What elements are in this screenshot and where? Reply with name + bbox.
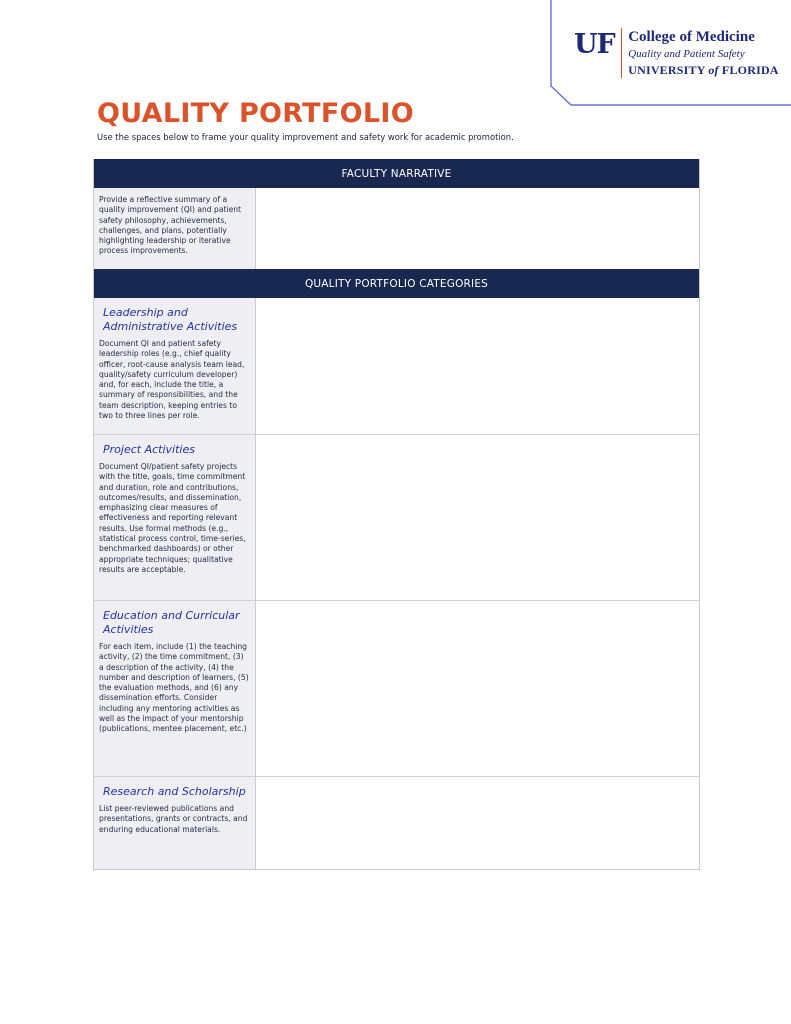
category-title: Leadership and Administrative Activities: [103, 306, 238, 333]
logo-university-of: of: [708, 63, 719, 77]
uf-logo: [574, 28, 779, 78]
narrative-row: [94, 188, 699, 269]
narrative-prompt-cell: [94, 188, 256, 269]
section-header-narrative: FACULTY NARRATIVE: [94, 159, 699, 188]
project-response-field[interactable]: [256, 435, 699, 600]
research-response-field[interactable]: [256, 777, 699, 869]
category-row-project: [94, 434, 699, 600]
logo-divider: [621, 28, 623, 78]
category-description: For each item, include (1) the teaching activity, (2) the time commitment, (3) a description of the activity, (4) the number and description of learners, (5) the evaluation methods, and (6) any dissemination efforts. Consider including any mentoring activities as well as the impact of your mentorship (publications, mentee placement, etc.): [99, 642, 249, 734]
category-prompt-cell: [94, 435, 256, 600]
category-title: Education and Curricular Activities: [103, 609, 240, 636]
category-row-research: [94, 776, 699, 869]
logo-text: [628, 28, 778, 78]
logo-university-c: FLORIDA: [718, 63, 779, 77]
category-prompt-cell: [94, 601, 256, 776]
category-description: List peer-reviewed publications and presentations, grants or contracts, and enduring educational materials.: [99, 804, 248, 834]
category-title: Research and Scholarship: [103, 785, 246, 798]
category-row-education: [94, 600, 699, 776]
category-prompt-cell: [94, 777, 256, 869]
portfolio-table: [93, 159, 700, 870]
logo-university-a: UNIVERSITY: [628, 63, 709, 77]
page-subtitle: Use the spaces below to frame your quality improvement and safety work for academic promotion.: [97, 132, 514, 142]
category-prompt-cell: [94, 298, 256, 434]
category-description: Document QI/patient safety projects with the title, goals, time commitment and duration, role and contributions, outcomes/results, and dissemination, emphasizing clear measures of effectiveness and reporting relevant results. Use formal methods (e.g., statistical process control, time-series, benchmarked dashboards) or other appropriate techniques; qualitative results are acceptable.: [99, 462, 246, 574]
narrative-description: Provide a reflective summary of a quality improvement (QI) and patient safety philosophy, achievements, challenges, and plans, potentially highlighting leadership or iterative process improvements.: [99, 195, 242, 256]
leadership-response-field[interactable]: [256, 298, 699, 434]
page-title: QUALITY PORTFOLIO: [97, 98, 414, 129]
section-header-categories: QUALITY PORTFOLIO CATEGORIES: [94, 269, 699, 298]
logo-department: Quality and Patient Safety: [628, 48, 745, 60]
category-row-leadership: [94, 298, 699, 434]
education-response-field[interactable]: [256, 601, 699, 776]
logo-college: College of Medicine: [628, 29, 755, 45]
category-title: Project Activities: [103, 443, 195, 456]
category-description: Document QI and patient safety leadership roles (e.g., chief quality officer, root-cause analysis team lead, quality/safety curriculum developer) and, for each, include the title, a summary of responsibilities, and the team description, keeping entries to two to three lines per role.: [99, 339, 245, 421]
logo-university: [628, 62, 778, 78]
uf-mark: UF: [574, 29, 615, 60]
narrative-response-field[interactable]: [256, 188, 699, 269]
